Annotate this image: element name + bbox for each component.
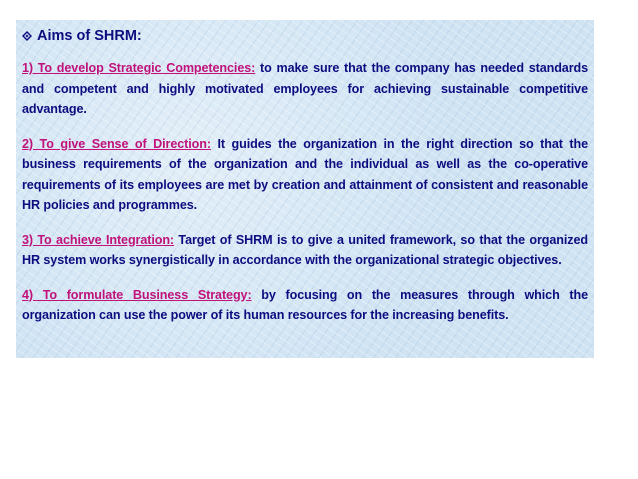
- aim-text-4: by focusing on the measures through which the organization can use the power of its human resources for the increasing benefits.: [22, 287, 588, 322]
- aim-item-1: [22, 58, 588, 120]
- aim-text-3: Target of SHRM is to give a united framework, so that the organized HR system works synergistically in accordance with the organizational strategic objectives.: [22, 232, 588, 267]
- aim-item-2: [22, 134, 588, 216]
- slide-title-text: Aims of SHRM:: [37, 28, 142, 44]
- aim-heading-4: 4) To formulate Business Strategy:: [22, 287, 252, 302]
- aim-heading-3: 3) To achieve Integration:: [22, 232, 175, 247]
- aim-heading-2: 2) To give Sense of Direction:: [22, 136, 211, 151]
- aim-item-4: [22, 285, 588, 326]
- content-panel: [16, 20, 594, 358]
- aim-text-1: to make sure that the company has needed standards and competent and highly motivated employees for achieving sustainable competitive advantage.: [22, 61, 588, 116]
- diamond-bullet-icon: [22, 31, 32, 41]
- aim-item-3: [22, 230, 588, 271]
- aim-text-2: It guides the organization in the right direction so that the business requirements of the organization and the individual as well as the co-operative requirements of its employees are met by creation and attainment of consistent and reasonable HR policies and programmes.: [22, 136, 588, 212]
- slide-title: [22, 26, 588, 46]
- aim-heading-1: 1) To develop Strategic Competencies:: [22, 61, 256, 75]
